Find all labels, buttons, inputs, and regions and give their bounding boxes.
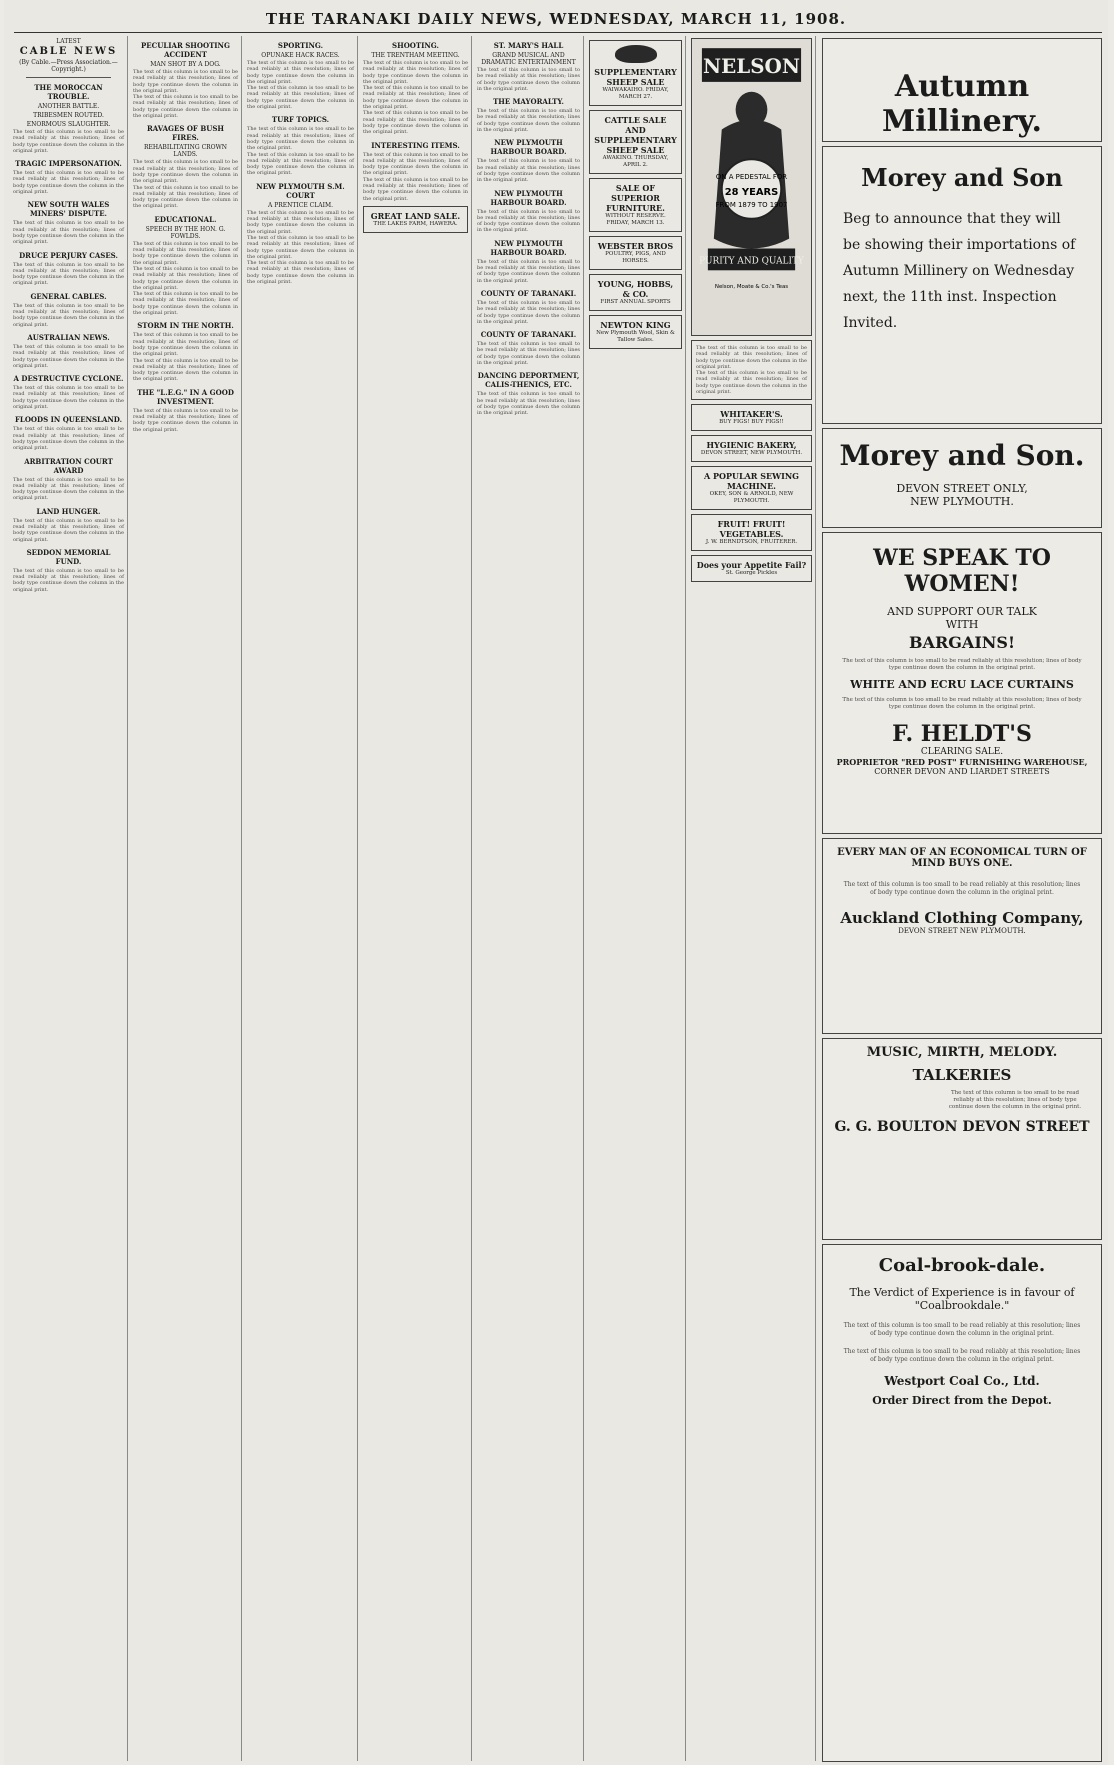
ad-title: A POPULAR SEWING MACHINE. (704, 471, 799, 492)
article-body: The text of this column is too small to be read reliably at this resolution; lines of body type continue down the column in the original print. (13, 170, 124, 196)
article-body: The text of this column is too small to be read reliably at this resolution; lines of body type continue down the column in the original print. (247, 260, 354, 286)
ad-title: SALE OF SUPERIOR FURNITURE. (606, 183, 665, 213)
ad-title: EVERY MAN OF AN ECONOMICAL TURN OF MIND BUYS ONE. (837, 847, 1087, 869)
article-heading: COUNTY OF TARANAKI. (480, 288, 577, 298)
ad-title: Does your Appetite Fail? (696, 560, 807, 571)
article-body: The text of this column is too small to be read reliably at this resolution; lines of body type continue down the column in the original print. (247, 85, 354, 111)
article-heading: SPORTING. (277, 41, 324, 50)
article-body: The text of this column is too small to be read reliably at this resolution; lines of body type continue down the column in the original print. (133, 94, 238, 120)
article-heading: ARBITRATION COURT AWARD (24, 456, 113, 475)
article-subheading: SPEECH BY THE HON. G. FOWLDS. (145, 225, 226, 240)
article-heading: AUSTRALIAN NEWS. (27, 332, 110, 342)
article-body: The text of this column is too small to be read reliably at this resolution; lines of body type continue down the column in the original print. (133, 357, 238, 383)
article-body: The text of this column is too small to be read reliably at this resolution; lines of body type continue down the column in the original print. (363, 176, 468, 202)
article-heading: NEW PLYMOUTH HARBOUR BOARD. (490, 188, 567, 207)
ad-text: CORNER DEVON AND LIARDET STREETS (874, 767, 1050, 776)
article-body: The text of this column is too small to be read reliably at this resolution; lines of body type continue down the column in the original print. (477, 158, 580, 184)
ad-title: WEBSTER BROS (597, 241, 674, 251)
article-body: The text of this column is too small to be read reliably at this resolution; lines of body type continue down the column in the original print. (477, 258, 580, 284)
ad-body: The text of this column is too small to be read reliably at this resolution; lines of body type continue down the column in the original print. (843, 1348, 1081, 1363)
classified-text: The text of this column is too small to be read reliably at this resolution; lines of body type continue down the column in the original print. (696, 370, 807, 396)
article-heading: A DESTRUCTIVE CYCLONE. (13, 374, 124, 384)
ad-text: OKEY, SON & ARNOLD, NEW PLYMOUTH. (709, 491, 794, 505)
ad-text: Order Direct from the Depot. (872, 1394, 1052, 1407)
ad-title: NEWTON KING (600, 320, 671, 330)
merchants-ad (589, 274, 682, 311)
ad-text: THE LAKES FARM, HAWERA. (373, 220, 458, 227)
ad-title: Morey and Son (861, 163, 1063, 192)
ad-text: DEVON STREET, NEW PLYMOUTH. (700, 450, 803, 457)
article-body: The text of this column is too small to be read reliably at this resolution; lines of body type continue down the column in the original print. (133, 159, 238, 185)
ad-text: WHITE AND ECRU LACE CURTAINS (850, 678, 1074, 691)
article-body: The text of this column is too small to be read reliably at this resolution; lines of body type continue down the column in the original print. (13, 261, 124, 287)
ad-text: Nelson, Moate & Co.'s Teas (714, 284, 789, 291)
article-body: The text of this column is too small to be read reliably at this resolution; lines of body type continue down the column in the original print. (13, 220, 124, 246)
column-sporting (244, 36, 358, 1761)
article-heading: THE "L.E.G." IN A GOOD INVESTMENT. (137, 387, 234, 406)
ad-text: WITH (945, 618, 979, 631)
morey-and-son-address-ad (822, 428, 1102, 528)
article-body: The text of this column is too small to be read reliably at this resolution; lines of body type continue down the column in the original print. (13, 426, 124, 452)
ad-title: Morey and Son. (839, 439, 1085, 472)
ad-text: BARGAINS! (909, 633, 1015, 652)
article-body: The text of this column is too small to be read reliably at this resolution; lines of body type continue down the column in the original print. (363, 110, 468, 136)
article-body: The text of this column is too small to be read reliably at this resolution; lines of body type continue down the column in the original print. (247, 151, 354, 177)
article-body: The text of this column is too small to be read reliably at this resolution; lines of body type continue down the column in the original print. (477, 299, 580, 325)
ad-title: HYGIENIC BAKERY, (706, 440, 797, 451)
article-body: The text of this column is too small to be read reliably at this resolution; lines of body type continue down the column in the original print. (247, 60, 354, 85)
article-body: The text of this column is too small to be read reliably at this resolution; lines of body type continue down the column in the original print. (13, 129, 124, 154)
ad-title: NELSON (703, 53, 800, 78)
pickles-ad (691, 555, 812, 582)
article-body: The text of this column is too small to be read reliably at this resolution; lines of body type continue down the column in the original print. (13, 476, 124, 502)
whitakers-ad (691, 404, 812, 431)
column-cable-news (10, 36, 128, 1761)
ad-title: SUPPLEMENTARY SHEEP SALE (594, 67, 677, 87)
ad-text: The Verdict of Experience is in favour of "Coalbrookdale." (849, 1286, 1075, 1312)
article-body: The text of this column is too small to be read reliably at this resolution; lines of body type continue down the column in the original print. (363, 60, 468, 85)
article-body: The text of this column is too small to be read reliably at this resolution; lines of body type continue down the column in the original print. (13, 517, 124, 543)
article-body: The text of this column is too small to be read reliably at this resolution; lines of body type continue down the column in the original print. (133, 265, 238, 291)
ad-text: Auckland Clothing Company, (840, 909, 1084, 927)
ad-body: The text of this column is too small to be read reliably at this resolution; lines of body type continue down the column in the original print. (948, 1090, 1082, 1110)
classified-text: The text of this column is too small to be read reliably at this resolution; lines of body type continue down the column in the original print. (696, 345, 807, 370)
ad-text: AND SUPPORT OUR TALK (887, 605, 1037, 618)
column-st-marys-hall (474, 36, 584, 1761)
article-body: The text of this column is too small to be read reliably at this resolution; lines of body type continue down the column in the original print. (477, 391, 580, 417)
article-body: The text of this column is too small to be read reliably at this resolution; lines of body type continue down the column in the original print. (363, 85, 468, 111)
ad-body: The text of this column is too small to be read reliably at this resolution; lines of body type continue down the column in the original print. (842, 658, 1082, 671)
article-body: The text of this column is too small to be read reliably at this resolution; lines of body type continue down the column in the original print. (133, 407, 238, 433)
article-subheading: MAN SHOT BY A DOG. (150, 61, 221, 68)
fruiterer-ad (691, 514, 812, 551)
article-subheading: OPUNAKE HACK RACES. (261, 52, 340, 59)
coalbrookdale-ad (822, 1244, 1102, 1762)
article-subheading: ANOTHER BATTLE. (37, 103, 100, 110)
column-advertisements-b (688, 36, 816, 1761)
bakery-ad (691, 435, 812, 462)
ad-text: 28 YEARS (724, 186, 779, 198)
ad-title: GREAT LAND SALE. (370, 210, 461, 221)
article-body: The text of this column is too small to be read reliably at this resolution; lines of body type continue down the column in the original print. (477, 67, 580, 92)
ad-text: Beg to announce that they will be showing their importations of Autumn Millinery on Wednesday next, the 11th inst. Inspection Invited. (843, 211, 1076, 331)
ad-title: MUSIC, MIRTH, MELODY. (866, 1045, 1058, 1060)
furniture-sale-ad (589, 178, 682, 232)
cattle-sale-ad (589, 110, 682, 174)
article-heading: SEDDON MEMORIAL FUND. (26, 547, 111, 566)
latest-label: LATEST (56, 38, 81, 45)
ad-text: DEVON STREET NEW PLYMOUTH. (898, 927, 1026, 935)
masthead-rule (14, 32, 1102, 33)
ad-text: NEW PLYMOUTH. (910, 495, 1014, 508)
article-body: The text of this column is too small to be read reliably at this resolution; lines of body type continue down the column in the original print. (477, 108, 580, 134)
article-body: The text of this column is too small to be read reliably at this resolution; lines of body type continue down the column in the original print. (247, 209, 354, 235)
article-heading: NEW PLYMOUTH HARBOUR BOARD. (490, 138, 567, 157)
ad-text: J. W. BERNDTSON, FRUITERER. (705, 539, 798, 546)
auckland-clothing-ad (822, 838, 1102, 1034)
ad-text: TALKERIES (912, 1066, 1012, 1084)
cable-news-heading: CABLE NEWS (19, 46, 118, 57)
article-body: The text of this column is too small to be read reliably at this resolution; lines of body type continue down the column in the original print. (477, 341, 580, 367)
ad-title: WE SPEAK TO WOMEN! (873, 545, 1051, 597)
heldt-women-ad (822, 532, 1102, 834)
article-body: The text of this column is too small to be read reliably at this resolution; lines of body type continue down the column in the original print. (13, 385, 124, 411)
ad-text: DEVON STREET ONLY, (896, 482, 1028, 495)
ad-body: The text of this column is too small to be read reliably at this resolution; lines of body type continue down the column in the original print. (843, 1322, 1081, 1337)
article-heading: THE MAYORALTY. (493, 97, 564, 107)
article-heading: NEW PLYMOUTH S.M. COURT (256, 181, 345, 200)
classifieds-block (691, 340, 812, 400)
column-shooting-accident (130, 36, 242, 1761)
column-advertisements-a (586, 36, 686, 1761)
ad-title: Autumn Millinery. (882, 69, 1042, 139)
article-body: The text of this column is too small to be read reliably at this resolution; lines of body type continue down the column in the original print. (247, 126, 354, 152)
ad-text: St. George Pickles (725, 570, 778, 577)
ad-text: G. G. BOULTON DEVON STREET (834, 1119, 1090, 1135)
article-heading: NEW SOUTH WALES MINERS' DISPUTE. (27, 200, 110, 219)
ad-body: The text of this column is too small to be read reliably at this resolution; lines of body type continue down the column in the original print. (843, 881, 1081, 896)
masthead-text: THE TARANAKI DAILY NEWS, WEDNESDAY, MARCH 11, 1908. (265, 10, 847, 28)
ad-text: CLEARING SALE. (920, 747, 1004, 757)
article-subheading: THE TRENTHAM MEETING. (371, 52, 460, 59)
article-body: The text of this column is too small to be read reliably at this resolution; lines of body type continue down the column in the original print. (247, 234, 354, 260)
article-heading: COUNTY OF TARANAKI. (480, 330, 577, 340)
article-heading: ST. MARY'S HALL (493, 41, 564, 50)
ad-text: POULTRY, PIGS, AND HORSES. (605, 251, 666, 264)
talkeries-edison-ad (822, 1038, 1102, 1240)
morey-and-son-millinery-ad (822, 146, 1102, 424)
article-body: The text of this column is too small to be read reliably at this resolution; lines of body type continue down the column in the original print. (133, 291, 238, 317)
land-sale-ad (363, 206, 468, 233)
ad-text: Westport Coal Co., Ltd. (884, 1374, 1040, 1388)
ad-title: CATTLE SALE AND SUPPLEMENTARY SHEEP SALE (594, 115, 677, 155)
article-subheading: TRIBESMEN ROUTED. (33, 112, 104, 119)
ad-text: BUY FIGS! BUY FIGS!! (719, 419, 784, 426)
ad-text: F. HELDT'S (892, 721, 1032, 747)
article-body: The text of this column is too small to be read reliably at this resolution; lines of body type continue down the column in the original print. (133, 69, 238, 94)
article-heading: STORM IN THE NORTH. (137, 321, 234, 331)
article-heading: TRAGIC IMPERSONATION. (15, 159, 122, 169)
article-body: The text of this column is too small to be read reliably at this resolution; lines of body type continue down the column in the original print. (13, 343, 124, 369)
article-subheading: ENORMOUS SLAUGHTER. (26, 121, 111, 128)
ad-title: FRUIT! FRUIT! VEGETABLES. (717, 519, 786, 540)
ad-body: The text of this column is too small to be read reliably at this resolution; lines of body type continue down the column in the original print. (842, 697, 1082, 710)
article-heading: LAND HUNGER. (36, 506, 101, 516)
newspaper-page (4, 0, 1108, 1765)
ad-title: Coal-brook-dale. (878, 1255, 1046, 1276)
newton-king-ad (589, 315, 682, 349)
article-heading: THE MOROCCAN TROUBLE. (34, 83, 103, 101)
ad-text: New Plymouth Wool, Skin & Tallow Sales. (596, 330, 675, 343)
autumn-millinery-ad (822, 38, 1102, 142)
ad-text: WITHOUT RESERVE. FRIDAY, MARCH 13. (605, 213, 666, 226)
article-heading: EDUCATIONAL. (154, 214, 217, 224)
ad-title: WHITAKER'S. (720, 409, 783, 420)
article-body: The text of this column is too small to be read reliably at this resolution; lines of body type continue down the column in the original print. (133, 184, 238, 210)
article-body: The text of this column is too small to be read reliably at this resolution; lines of body type continue down the column in the original print. (13, 302, 124, 328)
article-heading: FLOODS IN QUEENSLAND. (14, 415, 123, 425)
article-heading: PECULIAR SHOOTING ACCIDENT (141, 41, 230, 59)
sewing-machine-ad (691, 466, 812, 510)
article-body: The text of this column is too small to be read reliably at this resolution; lines of body type continue down the column in the original print. (13, 567, 124, 593)
sheep-illustration-icon (615, 45, 657, 63)
ad-text: AWAKINO. THURSDAY, APRIL 2. (602, 155, 669, 168)
article-heading: DANCING DEPORTMENT, CALIS-THENICS, ETC. (477, 371, 580, 390)
sheep-sale-ad (589, 40, 682, 106)
column-shooting (360, 36, 472, 1761)
article-body: The text of this column is too small to be read reliably at this resolution; lines of body type continue down the column in the original print. (133, 240, 238, 266)
article-heading: SHOOTING. (392, 41, 439, 50)
article-body: The text of this column is too small to be read reliably at this resolution; lines of body type continue down the column in the original print. (477, 208, 580, 234)
ad-text: ON A PEDESTAL FOR (715, 173, 788, 182)
article-subheading: GRAND MUSICAL AND DRAMATIC ENTERTAINMENT (481, 52, 576, 66)
article-heading: INTERESTING ITEMS. (371, 140, 460, 150)
article-heading: DRUCE PERJURY CASES. (19, 250, 118, 260)
auction-ad (589, 236, 682, 270)
nelson-teas-illustration-icon (692, 39, 811, 335)
article-heading: RAVAGES OF BUSH FIRES. (146, 124, 225, 143)
ad-text: PURITY AND QUALITY (699, 256, 804, 267)
ad-text: WAIWAKAIHO. FRIDAY, MARCH 27. (602, 87, 669, 100)
ad-title: YOUNG, HOBBS, & CO. (597, 279, 674, 299)
article-subheading: A PRENTICE CLAIM. (267, 201, 333, 209)
cable-news-credit: (By Cable.—Press Association.—Copyright.) (19, 59, 118, 73)
article-heading: NEW PLYMOUTH HARBOUR BOARD. (490, 238, 567, 257)
article-body: The text of this column is too small to be read reliably at this resolution; lines of body type continue down the column in the original print. (133, 332, 238, 358)
divider (26, 77, 110, 78)
article-heading: GENERAL CABLES. (30, 291, 107, 301)
nelson-teas-ad (691, 38, 812, 336)
masthead (4, 10, 1108, 32)
ad-text: FROM 1879 TO 1907 (715, 200, 788, 209)
article-body: The text of this column is too small to be read reliably at this resolution; lines of body type continue down the column in the original print. (363, 151, 468, 177)
article-heading: TURF TOPICS. (271, 115, 330, 125)
ad-text: FIRST ANNUAL SPORTS (600, 299, 671, 305)
article-subheading: REHABILITATING CROWN LANDS. (143, 144, 228, 159)
ad-text: PROPRIETOR "RED POST" FURNISHING WAREHOUSE, (836, 757, 1088, 767)
